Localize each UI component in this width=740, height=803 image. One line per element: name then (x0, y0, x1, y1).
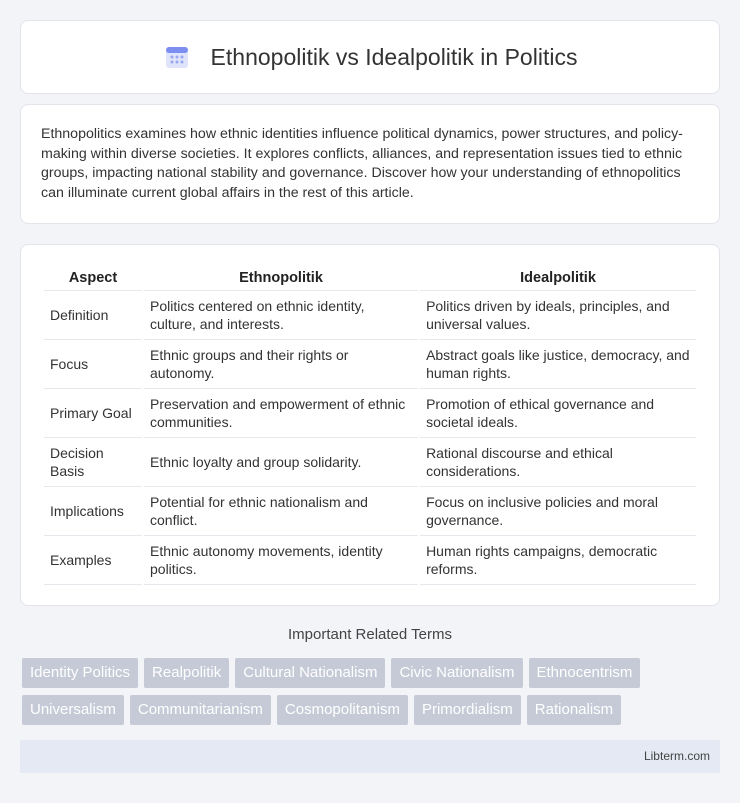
row-aspect: Implications (44, 487, 142, 536)
row-aspect: Focus (44, 340, 142, 389)
header-idealpolitik: Idealpolitik (420, 265, 696, 291)
table-row (44, 389, 696, 438)
tag-universalism[interactable]: Universalism (22, 695, 124, 725)
table-row (44, 438, 696, 487)
row-ethnopolitik: Ethnic groups and their rights or autonomy. (144, 340, 418, 389)
title-card (20, 20, 720, 94)
intro-card (20, 104, 720, 224)
row-ethnopolitik: Ethnic autonomy movements, identity politics. (144, 536, 418, 585)
row-idealpolitik: Politics driven by ideals, principles, and universal values. (420, 291, 696, 340)
row-idealpolitik: Rational discourse and ethical considerations. (420, 438, 696, 487)
tag-ethnocentrism[interactable]: Ethnocentrism (529, 658, 641, 688)
row-aspect: Primary Goal (44, 389, 142, 438)
row-aspect: Examples (44, 536, 142, 585)
comparison-card (20, 244, 720, 606)
tag-rationalism[interactable]: Rationalism (527, 695, 621, 725)
row-aspect: Decision Basis (44, 438, 142, 487)
table-header-row (44, 265, 696, 291)
tag-civic-nationalism[interactable]: Civic Nationalism (391, 658, 522, 688)
row-ethnopolitik: Ethnic loyalty and group solidarity. (144, 438, 418, 487)
footer-site-link[interactable]: Libterm.com (643, 749, 710, 763)
row-idealpolitik: Human rights campaigns, democratic reforms. (420, 536, 696, 585)
comparison-table (42, 265, 698, 585)
table-row (44, 487, 696, 536)
tag-primordialism[interactable]: Primordialism (414, 695, 521, 725)
row-idealpolitik: Abstract goals like justice, democracy, and human rights. (420, 340, 696, 389)
row-ethnopolitik: Preservation and empowerment of ethnic communities. (144, 389, 418, 438)
table-row (44, 536, 696, 585)
tag-row (22, 658, 722, 688)
intro-text: Ethnopolitics examines how ethnic identities influence political dynamics, power structures, and policy-making within diverse societies. It explores conflicts, alliances, and representation issues tied to ethnic groups, impacting national stability and governance. Discover how your understanding of ethnopolitics can illuminate current global affairs in the rest of this article. (41, 126, 683, 201)
related-terms (22, 658, 722, 732)
tag-cosmopolitanism[interactable]: Cosmopolitanism (277, 695, 408, 725)
row-aspect: Definition (44, 291, 142, 340)
table-row (44, 340, 696, 389)
row-ethnopolitik: Politics centered on ethnic identity, culture, and interests. (144, 291, 418, 340)
related-terms-title: Important Related Terms (288, 626, 452, 643)
row-idealpolitik: Promotion of ethical governance and societal ideals. (420, 389, 696, 438)
tag-realpolitik[interactable]: Realpolitik (144, 658, 229, 688)
header-aspect: Aspect (44, 265, 142, 291)
row-idealpolitik: Focus on inclusive policies and moral governance. (420, 487, 696, 536)
row-ethnopolitik: Potential for ethnic nationalism and conflict. (144, 487, 418, 536)
calendar-grid-icon (163, 43, 191, 71)
footer (20, 740, 720, 773)
header-ethnopolitik: Ethnopolitik (144, 265, 418, 291)
tag-cultural-nationalism[interactable]: Cultural Nationalism (235, 658, 385, 688)
tag-row (22, 695, 722, 725)
page-title: Ethnopolitik vs Idealpolitik in Politics (210, 43, 578, 70)
tag-identity-politics[interactable]: Identity Politics (22, 658, 138, 688)
tag-communitarianism[interactable]: Communitarianism (130, 695, 271, 725)
table-row (44, 291, 696, 340)
